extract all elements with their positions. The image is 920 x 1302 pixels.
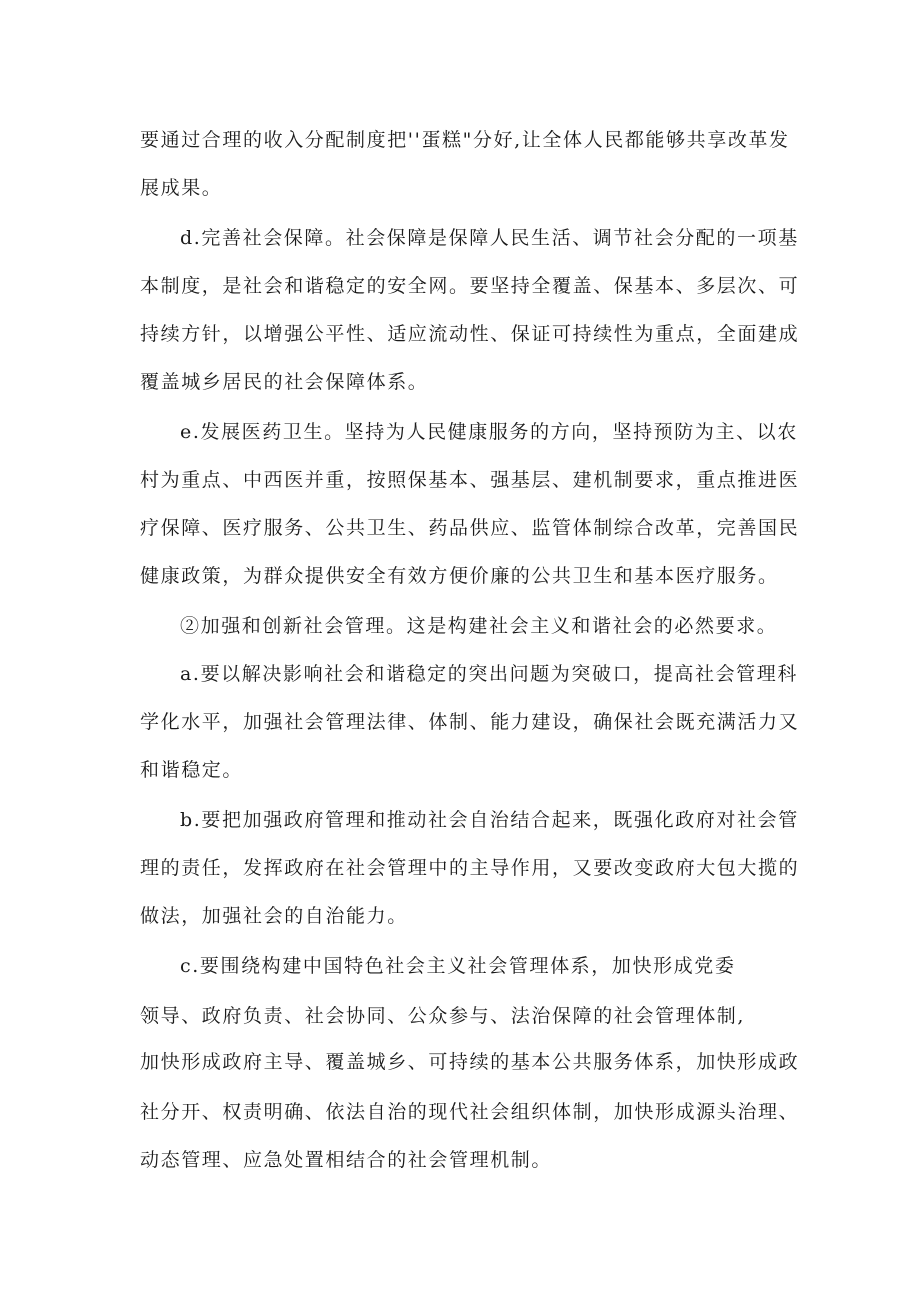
text-line: 加快形成政府主导、覆盖城乡、可持续的基本公共服务体系，加快形成政: [140, 1051, 800, 1073]
paragraph-start-b: b.要把加强政府管理和推动社会自治结合起来，既强化政府对社会管: [180, 809, 799, 831]
text-line: 动态管理、应急处置相结合的社会管理机制。: [140, 1149, 553, 1171]
text-line: 要通过合理的收入分配制度把''蛋糕"分好,让全体人民都能够共享改革发: [140, 129, 790, 151]
text-line: 村为重点、中西医并重，按照保基本、强基层、建机制要求，重点推进医: [140, 469, 800, 491]
text-line: 疗保障、医疗服务、公共卫生、药品供应、监管体制综合改革，完善国民: [140, 517, 800, 539]
paragraph-start-a: a.要以解决影响社会和谐稳定的突出问题为突破口，提高社会管理科: [180, 663, 798, 685]
text-line: 和谐稳定。: [140, 759, 244, 781]
paragraph-start-d: d.完善社会保障。社会保障是保障人民生活、调节社会分配的一项基: [180, 227, 799, 249]
paragraph-start-e: e.发展医药卫生。坚持为人民健康服务的方向，坚持预防为主、以农: [180, 421, 798, 443]
text-line: 社分开、权责明确、依法自治的现代社会组织体制，加快形成源头治理、: [140, 1101, 800, 1123]
text-line: 展成果。: [140, 177, 223, 199]
text-line: 做法，加强社会的自治能力。: [140, 905, 408, 927]
text-line: 健康政策，为群众提供安全有效方便价廉的公共卫生和基本医疗服务。: [140, 565, 779, 587]
section-heading-2: ②加强和创新社会管理。这是构建社会主义和谐社会的必然要求。: [180, 615, 778, 637]
text-line: 覆盖城乡居民的社会保障体系。: [140, 371, 429, 393]
text-line: 领导、政府负责、社会协同、公众参与、法治保障的社会管理体制,: [140, 1005, 746, 1027]
text-line: 学化水平，加强社会管理法律、体制、能力建设，确保社会既充满活力又: [140, 711, 800, 733]
text-line: 理的责任，发挥政府在社会管理中的主导作用，又要改变政府大包大揽的: [140, 857, 800, 879]
text-line: 本制度，是社会和谐稳定的安全网。要坚持全覆盖、保基本、多层次、可: [140, 275, 800, 297]
paragraph-start-c: c.要围绕构建中国特色社会主义社会管理体系，加快形成党委: [180, 955, 736, 977]
text-line: 持续方针，以增强公平性、适应流动性、保证可持续性为重点，全面建成: [140, 323, 800, 345]
